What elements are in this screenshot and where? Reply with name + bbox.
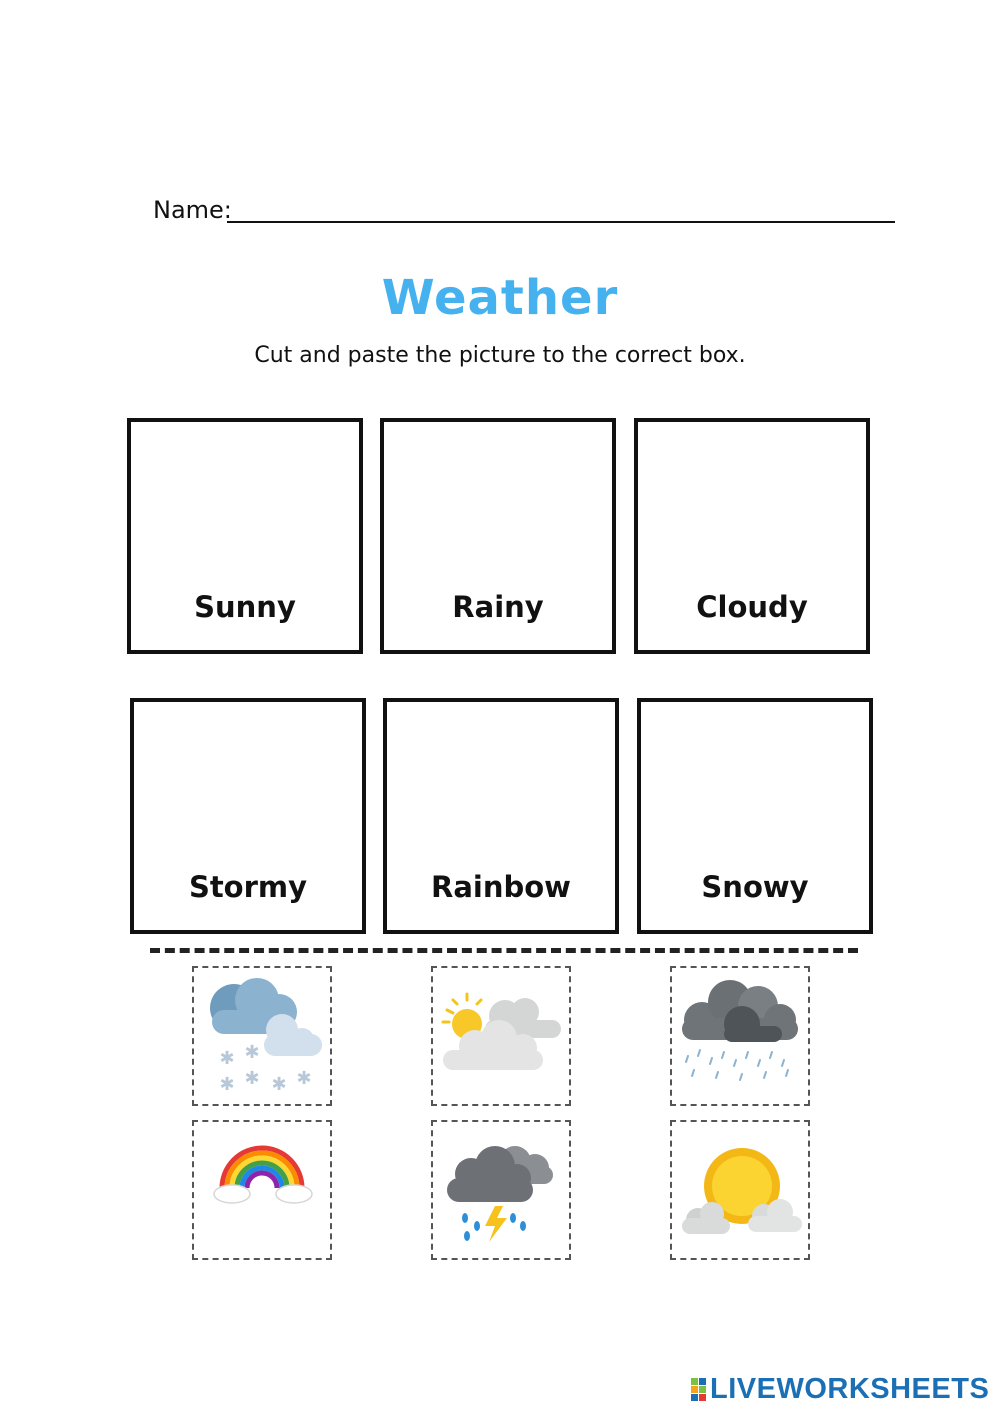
- box-label: Stormy: [188, 870, 308, 904]
- svg-text:✱: ✱: [296, 1068, 312, 1089]
- instructions: Cut and paste the picture to the correct box.: [254, 343, 746, 368]
- page-title: Weather: [381, 270, 619, 326]
- answer-box-rainbow[interactable]: [383, 698, 619, 934]
- answer-box-sunny[interactable]: [127, 418, 363, 654]
- answer-box-cloudy[interactable]: [634, 418, 870, 654]
- svg-text:✱: ✱: [244, 1042, 260, 1063]
- cutout-card[interactable]: [670, 1120, 810, 1260]
- sun-behind-clouds-icon: [672, 1122, 808, 1258]
- rainbow-icon: [194, 1122, 330, 1258]
- cutout-card[interactable]: [431, 1120, 571, 1260]
- svg-text:✱: ✱: [271, 1074, 287, 1095]
- box-label: Cloudy: [696, 590, 808, 624]
- name-field[interactable]: [153, 196, 895, 230]
- answer-box-snowy[interactable]: [637, 698, 873, 934]
- cutout-card[interactable]: [670, 966, 810, 1106]
- rain-cloud-icon: [672, 968, 808, 1104]
- svg-text:✱: ✱: [219, 1074, 235, 1095]
- cut-line: [150, 948, 858, 953]
- cutout-card[interactable]: [431, 966, 571, 1106]
- svg-text:✱: ✱: [244, 1068, 260, 1089]
- answer-box-stormy[interactable]: [130, 698, 366, 934]
- brand-name: LIVEWORKSHEETS: [710, 1373, 990, 1405]
- snowy-cloud-icon: [194, 968, 330, 1104]
- cutout-card[interactable]: [192, 1120, 332, 1260]
- answer-box-rainy[interactable]: [380, 418, 616, 654]
- box-label: Rainbow: [431, 870, 571, 904]
- storm-cloud-icon: [433, 1122, 569, 1258]
- box-label: Snowy: [701, 870, 809, 904]
- name-label: Name:: [153, 196, 232, 224]
- name-underline[interactable]: [227, 221, 895, 223]
- box-label: Sunny: [194, 590, 296, 624]
- box-label: Rainy: [452, 590, 544, 624]
- cutout-card[interactable]: [192, 966, 332, 1106]
- svg-text:✱: ✱: [219, 1048, 235, 1069]
- partly-cloudy-icon: [433, 968, 569, 1104]
